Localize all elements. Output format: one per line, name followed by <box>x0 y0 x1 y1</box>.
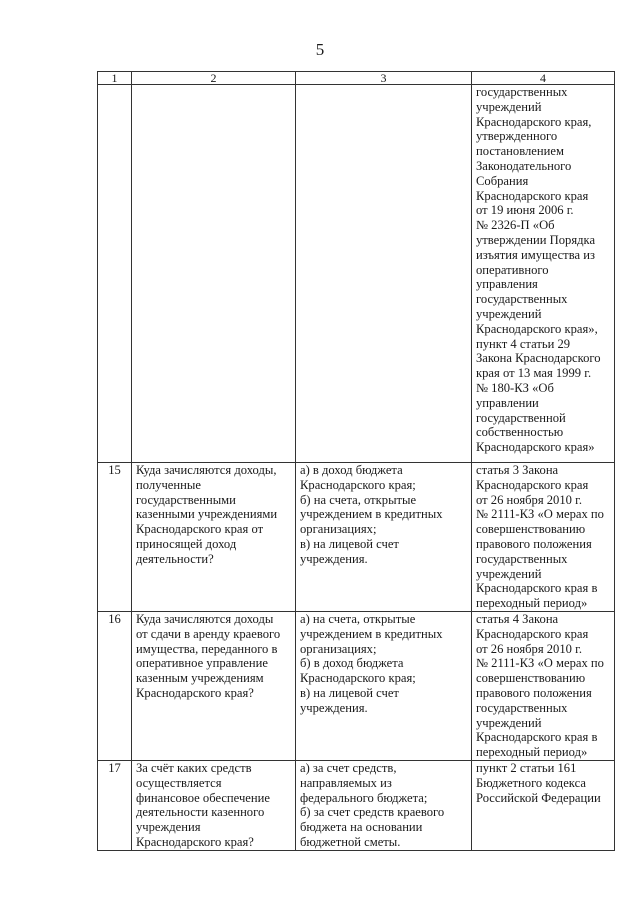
question-cell: Куда зачисляются доходы от сдачи в аренду краевого имущества, переданного в оперативное управление казенным учреждениям Краснодарского края? <box>132 611 296 760</box>
reference-cell: пункт 2 статьи 161 Бюджетного кодекса Российской Федерации <box>472 760 615 850</box>
reference-cell: статья 3 Закона Краснодарского края от 26 ноября 2010 г. № 2111-КЗ «О мерах по совершенствованию правового положения государственных учреждений Краснодарского края в переходный период» <box>472 463 615 612</box>
table-row <box>98 463 615 612</box>
answers-cell: а) в доход бюджета Краснодарского края; б) на счета, открытые учреждением в кредитных организациях; в) на лицевой счет учреждения. <box>296 463 472 612</box>
table-header-row <box>98 72 615 85</box>
row-number: 15 <box>98 463 132 612</box>
reference-cell: государственных учреждений Краснодарского края, утвержденного постановлением Законодательного Собрания Краснодарского края от 19 июня 2006 г. № 2326-П «Об утверждении Порядка изъятия имущества из оперативного управления государственных учреждений Краснодарского края», пункт 4 статьи 29 Закона Краснодарского края от 13 мая 1999 г. № 180-КЗ «Об управлении государственной собственностью Краснодарского края» <box>472 85 615 463</box>
table-row <box>98 85 615 463</box>
question-cell: Куда зачисляются доходы, полученные государственными казенными учреждениями Краснодарского края от приносящей доход деятельности? <box>132 463 296 612</box>
table-row <box>98 760 615 850</box>
row-number <box>98 85 132 463</box>
column-header-3: 3 <box>296 72 472 85</box>
reference-cell: статья 4 Закона Краснодарского края от 26 ноября 2010 г. № 2111-КЗ «О мерах по совершенствованию правового положения государственных учреждений Краснодарского края в переходный период» <box>472 611 615 760</box>
answers-cell <box>296 85 472 463</box>
answers-cell: а) на счета, открытые учреждением в кредитных организациях; б) в доход бюджета Краснодарского края; в) на лицевой счет учреждения. <box>296 611 472 760</box>
row-number: 17 <box>98 760 132 850</box>
table-row <box>98 611 615 760</box>
column-header-1: 1 <box>98 72 132 85</box>
column-header-4: 4 <box>472 72 615 85</box>
column-header-2: 2 <box>132 72 296 85</box>
question-cell: За счёт каких средств осуществляется финансовое обеспечение деятельности казенного учреждения Краснодарского края? <box>132 760 296 850</box>
row-number: 16 <box>98 611 132 760</box>
question-cell <box>132 85 296 463</box>
page-number: 5 <box>315 40 325 59</box>
questions-table <box>97 71 615 851</box>
answers-cell: а) за счет средств, направляемых из федерального бюджета; б) за счет средств краевого бюджета на основании бюджетной сметы. <box>296 760 472 850</box>
